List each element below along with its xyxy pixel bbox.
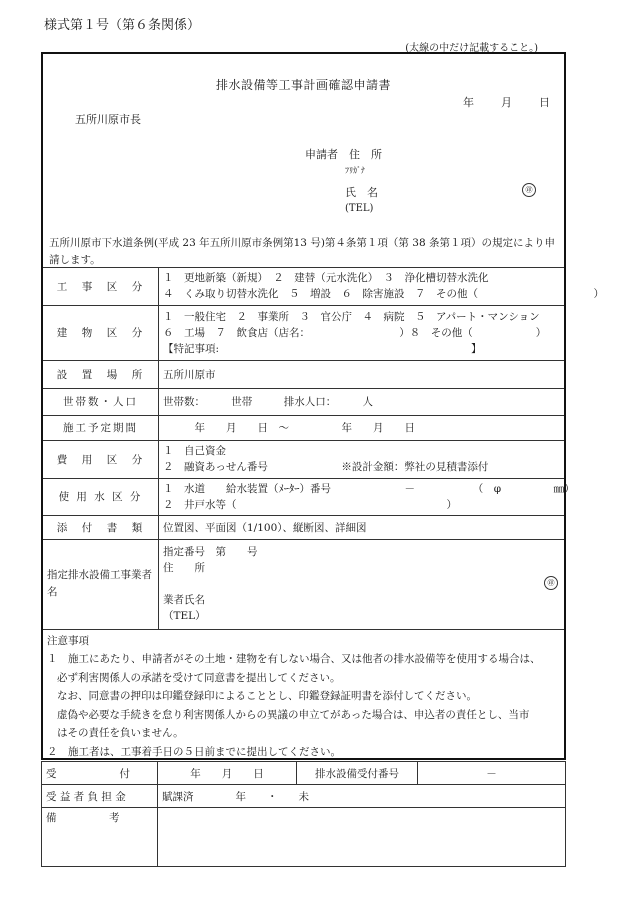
note-item: なお、同意書の押印は印鑑登録印によることとし、印鑑登録証明書を添付してください。 (57, 690, 477, 702)
application-table (43, 268, 604, 630)
form-header (43, 54, 564, 268)
applicant-name-label: 氏 名 (345, 186, 378, 199)
water-label: 使 用 水 区 分 (43, 478, 159, 515)
beneficiary-label: 受 益 者 負 担 金 (42, 785, 158, 808)
row-location (43, 360, 564, 388)
note-item: 虚偽や必要な手続きを怠り利害関係人からの異議の申立てがあった場合は、申込者の責任とし、当市 (57, 708, 530, 721)
households-label: 世帯数・人口 (43, 388, 159, 415)
addressee: 五所川原市長 (75, 113, 141, 126)
work-type-line: １ 更地新築（新規） ２ 建替（元水洗化） ３ 浄化槽切替水洗化 (163, 272, 489, 285)
form-number: 様式第１号（第６条関係） (44, 18, 201, 33)
note-item: ２ 施工者は、工事着手日の５日前までに提出してください。 (47, 745, 341, 758)
row-cost (43, 440, 564, 478)
water-line: １ 水道 給水装置（ﾒｰﾀｰ）番号 － （ φ ㎜） (163, 482, 575, 495)
row-attachments (43, 515, 564, 539)
attachments-label: 添 付 書 類 (43, 515, 159, 539)
work-type-options[interactable] (159, 268, 604, 305)
work-type-line: ４ くみ取り切替水洗化 ５ 増設 ６ 除害施設 ７ その他（ ） (163, 288, 604, 301)
contractor-address: 住 所 (163, 562, 205, 574)
row-water (43, 478, 564, 515)
cost-options[interactable] (159, 440, 565, 478)
contractor-info[interactable] (159, 539, 565, 629)
contractor-blank (163, 576, 560, 592)
receipt-label: 受 付 (42, 762, 158, 785)
applicant-tel-label: (TEL) (345, 203, 374, 214)
seal-icon: ㊞ (522, 183, 536, 197)
contractor-number: 指定番号 第 号 (163, 546, 258, 558)
special-notes: 【特記事項: 】 (163, 342, 482, 355)
row-building-type (43, 305, 564, 360)
households-value[interactable]: 世帯数： 世帯 排水人口： 人 (159, 388, 565, 415)
row-contractor (43, 539, 564, 629)
application-date (463, 94, 550, 110)
location-value[interactable]: 五所川原市 (159, 360, 565, 388)
contractor-name: 業者氏名 (163, 594, 205, 606)
notes-section (43, 630, 564, 764)
instruction-note: (太線の中だけ記載すること。) (405, 43, 538, 54)
building-type-line: １ 一般住宅 ２ 事業所 ３ 官公庁 ４ 病院 ５ アパート・マンション (163, 310, 540, 323)
remarks-field[interactable] (158, 808, 566, 867)
seal-icon: ㊞ (544, 576, 558, 590)
location-label: 設 置 場 所 (43, 360, 159, 388)
application-statement: 五所川原市下水道条例(平成 23 年五所川原市条例第13 号)第４条第１項（第 38 条第１項）の規定により申請します。 (49, 237, 555, 266)
receipt-date[interactable]: 年 月 日 (158, 762, 297, 785)
drain-number-label: 排水設備受付番号 (297, 762, 418, 785)
form-title: 排水設備等工事計画確認申請書 (215, 78, 391, 92)
remarks-label: 備 考 (42, 808, 158, 867)
date-day: 日 (539, 96, 550, 109)
period-value[interactable]: 年 月 日 ～ 年 月 日 (159, 415, 565, 440)
water-line: ２ 井戸水等（ ） (163, 498, 457, 511)
attachments-value: 位置図、平面図（1/100）、縦断図、詳細図 (159, 515, 565, 539)
furigana-label: ﾌﾘｶﾞﾅ (345, 166, 365, 175)
contractor-label: 指定排水設備工事業者名 (43, 539, 159, 629)
water-options[interactable] (159, 478, 575, 515)
note-item: １ 施工にあたり、申請者がその土地・建物を有しない場合、又は他者の排水設備等を使用する場合は、 (47, 653, 541, 665)
cost-line: ２ 融資あっせん番号 ※設計金額：弊社の見積書添付 (163, 461, 489, 473)
form-frame (41, 52, 604, 760)
beneficiary-value[interactable]: 賦課済 年 ・ 未 (158, 785, 566, 808)
date-month: 月 (501, 96, 512, 109)
office-use-table (41, 761, 566, 867)
cost-line: １ 自己資金 (163, 445, 226, 457)
cost-label: 費 用 区 分 (43, 440, 159, 478)
office-use-section (41, 761, 566, 867)
row-households (43, 388, 564, 415)
row-work-type (43, 268, 564, 305)
date-year: 年 (463, 96, 474, 109)
building-type-line: ６ 工場 ７ 飲食店（店名： ）８ その他（ ） (163, 326, 547, 339)
building-type-label: 建 物 区 分 (43, 305, 159, 360)
period-label: 施工予定期間 (43, 415, 159, 440)
row-period (43, 415, 564, 440)
applicant-address-label: 申請者 住 所 (305, 148, 382, 161)
work-type-label: 工 事 区 分 (43, 268, 159, 305)
notes-heading: 注意事項 (47, 634, 89, 647)
note-item: はその責任を負いません。 (57, 727, 184, 739)
building-type-options[interactable] (159, 305, 565, 360)
note-item: 必ず利害関係人の承諾を受けて同意書を提出してください。 (57, 671, 341, 684)
drain-number-value[interactable]: － (418, 762, 566, 785)
contractor-tel: （TEL） (163, 610, 206, 622)
